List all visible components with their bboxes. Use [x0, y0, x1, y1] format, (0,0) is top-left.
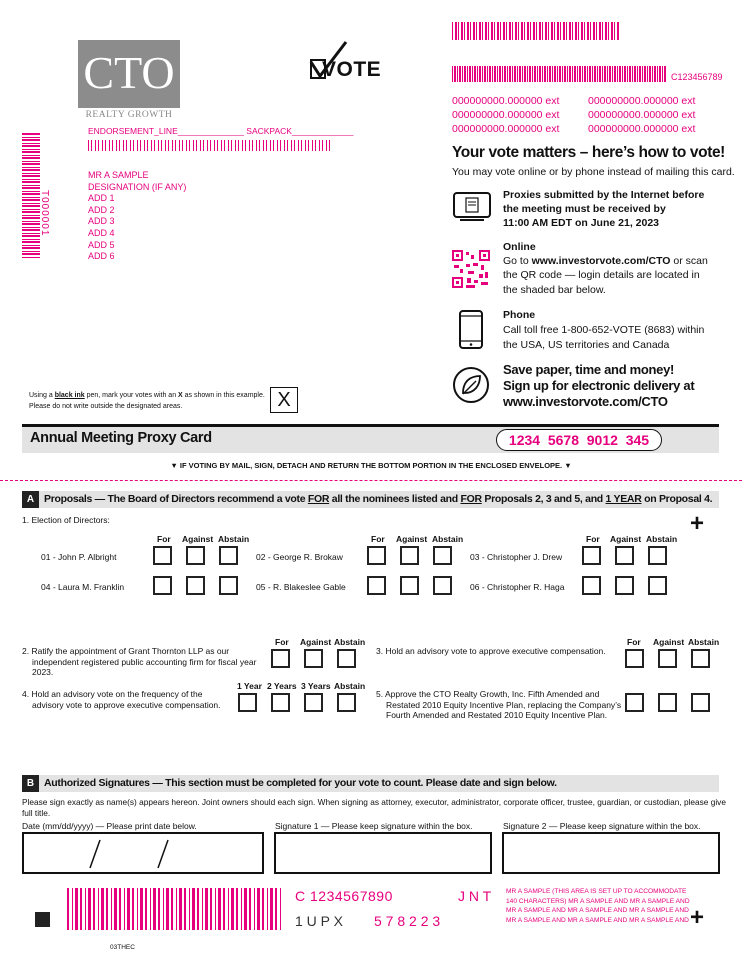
ext-line-3: 000000000.000000 ext [452, 109, 560, 121]
section-b-instructions-line-1: Please sign exactly as name(s) appears hereon. Joint owners should each sign. When signing as attorney, executor, administrator, corporate officer, trustee, guardian, or custodian, please give [22, 797, 726, 807]
pen-instruction [29, 390, 265, 412]
address-line-4: ADD 2 [88, 204, 115, 215]
proposal-5-for-checkbox[interactable] [625, 693, 644, 712]
p4-header-3-years: 3 Years [301, 681, 331, 691]
address-line-8: ADD 6 [88, 251, 115, 262]
col-header-abstain-3: Abstain [646, 534, 678, 544]
col-header-against-3: Against [610, 534, 642, 544]
proposal-4-3-years-checkbox[interactable] [304, 693, 323, 712]
eco-line-2: Sign up for electronic delivery at [503, 378, 695, 393]
proposal-5-line-1: 5. Approve the CTO Realty Growth, Inc. Fifth Amended and [376, 689, 600, 699]
proxy-control-number: 1234 5678 9012 345 [508, 432, 650, 448]
col-header-abstain-1: Abstain [218, 534, 250, 544]
internet-deadline [503, 188, 704, 230]
qr-code-icon [452, 250, 490, 288]
address-line-6: ADD 4 [88, 227, 115, 238]
plus-mark-bottom: + [690, 904, 705, 931]
nominee-05-abstain-checkbox[interactable] [433, 576, 452, 595]
section-a-title-year: 1 YEAR [605, 493, 642, 505]
online-title: Online [503, 241, 536, 253]
p4-header-1-year: 1 Year [237, 681, 262, 691]
nominee-01-against-checkbox[interactable] [186, 546, 205, 565]
p3-header-abstain: Abstain [688, 637, 720, 647]
p2-header-against: Against [300, 637, 332, 647]
nominee-02-against-checkbox[interactable] [400, 546, 419, 565]
p4-header-2-years: 2 Years [267, 681, 297, 691]
vote-matters-subtitle: You may vote online or by phone instead of mailing this card. [452, 166, 735, 178]
example-mark: X [277, 389, 291, 411]
p4-header-abstain: Abstain [334, 681, 366, 691]
nominee-05: 05 - R. Blakeslee Gable [256, 582, 346, 592]
proposal-3-against-checkbox[interactable] [658, 649, 677, 668]
nominee-02-for-checkbox[interactable] [367, 546, 386, 565]
eco-text [503, 362, 694, 410]
proposal-5-abstain-checkbox[interactable] [691, 693, 710, 712]
address-block [88, 170, 186, 263]
signature-1-field[interactable] [274, 832, 492, 874]
eco-line-3[interactable]: www.investorvote.com/CTO [503, 394, 668, 409]
pen-x: X [178, 392, 183, 399]
footer-mr-sample-line-4: MR A SAMPLE AND MR A SAMPLE AND MR A SAMPLE AND [506, 916, 689, 924]
nominee-05-against-checkbox[interactable] [400, 576, 419, 595]
ext-line-6: 000000000.000000 ext [588, 123, 696, 135]
proposal-3-for-checkbox[interactable] [625, 649, 644, 668]
plus-mark-top: + [690, 510, 705, 537]
footer-code-2: 5 7 8 2 2 3 [374, 913, 441, 929]
pen-instruction-line-2: Please do not write outside the designated areas. [29, 403, 183, 410]
proposal-4-2-years-checkbox[interactable] [271, 693, 290, 712]
p3-header-against: Against [653, 637, 685, 647]
top-control-number: C123456789 [671, 72, 723, 82]
signature-2-field[interactable] [502, 832, 720, 874]
section-a-title-post: on Proposal 4. [641, 493, 713, 505]
online-url[interactable]: www.investorvote.com/CTO [531, 255, 671, 267]
section-a-letter-box [22, 491, 39, 508]
detach-line [0, 480, 742, 481]
vote-matters-title: Your vote matters – here’s how to vote! [452, 144, 725, 161]
top-barcode-2 [452, 66, 666, 82]
section-a-title-pre: Proposals — The Board of Directors recommend a vote [44, 493, 308, 505]
footer-marker-square [35, 912, 50, 927]
nominee-01-for-checkbox[interactable] [153, 546, 172, 565]
vote-logo [308, 40, 388, 82]
internet-deadline-line-3: 11:00 AM EDT on June 21, 2023 [503, 217, 660, 229]
address-line-5: ADD 3 [88, 216, 115, 227]
col-header-for-2: For [371, 534, 385, 544]
nominee-06-for-checkbox[interactable] [582, 576, 601, 595]
proposal-2-line-1: 2. Ratify the appointment of Grant Thornton LLP as our [22, 646, 230, 656]
signature-1-label: Signature 1 — Please keep signature within the box. [275, 821, 473, 831]
footer-mr-sample-line-2: 140 CHARACTERS) MR A SAMPLE AND MR A SAMPLE AND [506, 897, 690, 905]
logo-text: CTO [83, 47, 175, 98]
proposal-5-line-3: Fourth Amended and Restated 2010 Equity Incentive Plan. [386, 710, 608, 720]
proposal-5 [376, 689, 621, 721]
phone-text [503, 323, 704, 353]
proposal-4-line-1: 4. Hold an advisory vote on the frequency of the [22, 689, 203, 699]
nominee-04: 04 - Laura M. Franklin [41, 582, 125, 592]
footer-mr-sample-line-3: MR A SAMPLE AND MR A SAMPLE AND MR A SAMPLE AND [506, 907, 689, 914]
arrow-down-icon-left: ▼ [170, 461, 180, 470]
p2-header-abstain: Abstain [334, 637, 366, 647]
footer-mr-sample [506, 887, 690, 925]
nominee-06-against-checkbox[interactable] [615, 576, 634, 595]
section-a-title-for1: FOR [307, 493, 330, 505]
proposal-5-against-checkbox[interactable] [658, 693, 677, 712]
p2-header-for: For [275, 637, 289, 647]
nominee-04-for-checkbox[interactable] [153, 576, 172, 595]
proposal-4-abstain-checkbox[interactable] [337, 693, 356, 712]
address-line-3: ADD 1 [88, 193, 115, 204]
section-a-title-mid: all the nominees listed and [329, 493, 461, 505]
proposal-2-line-3: 2023. [32, 667, 54, 677]
col-header-for-3: For [586, 534, 600, 544]
section-b-letter-box [22, 775, 39, 792]
postal-barcode [88, 140, 330, 151]
section-b-instructions-line-2: full title. [22, 807, 51, 818]
internet-deadline-line-1: Proxies submitted by the Internet before [503, 189, 705, 201]
proxy-card-title: Annual Meeting Proxy Card [30, 430, 212, 446]
eco-line-1: Save paper, time and money! [503, 362, 675, 377]
logo-subtitle: REALTY GROWTH [85, 110, 173, 120]
pen-pre: Using a [29, 392, 55, 399]
col-header-abstain-2: Abstain [432, 534, 464, 544]
detach-note [0, 461, 742, 470]
side-code: T000001 [39, 190, 50, 237]
section-a-title-mid2: Proposals 2, 3 and 5, and [481, 493, 606, 505]
address-line-2: DESIGNATION (IF ANY) [88, 181, 187, 192]
proposal-3: 3. Hold an advisory vote to approve executive compensation. [376, 646, 606, 656]
example-mark-box [270, 387, 298, 413]
footer-code-1: 1 U P X [295, 913, 343, 929]
online-line-1 [503, 255, 708, 267]
online-line-3: the shaded bar below. [503, 284, 606, 296]
online-line-1-post: or scan [670, 255, 708, 267]
proposal-2-line-2: independent registered public accounting firm for fiscal year [32, 656, 257, 667]
footer-mr-sample-line-1: MR A SAMPLE (THIS AREA IS SET UP TO ACCOMMODATE [506, 888, 687, 895]
section-b-letter: B [26, 778, 35, 789]
ext-line-1: 000000000.000000 ext [452, 95, 560, 107]
pen-mid: pen, mark your votes with an [84, 392, 179, 399]
proposal-2-against-checkbox[interactable] [304, 649, 323, 668]
nominee-03-abstain-checkbox[interactable] [648, 546, 667, 565]
nominee-03-for-checkbox[interactable] [582, 546, 601, 565]
section-a-title [44, 493, 712, 505]
proposal-4-line-2: advisory vote to approve executive compensation. [32, 699, 221, 710]
proposal-2-abstain-checkbox[interactable] [337, 649, 356, 668]
proposal-2-for-checkbox[interactable] [271, 649, 290, 668]
nominee-02-abstain-checkbox[interactable] [433, 546, 452, 565]
address-line-7: ADD 5 [88, 239, 115, 250]
nominee-06-abstain-checkbox[interactable] [648, 576, 667, 595]
pen-black-ink: black ink [54, 392, 85, 399]
proposal-3-abstain-checkbox[interactable] [691, 649, 710, 668]
footer-jnt: J N T [458, 888, 492, 904]
nominee-06: 06 - Christopher R. Haga [470, 582, 565, 592]
date-field[interactable] [22, 832, 264, 874]
ext-line-4: 000000000.000000 ext [588, 109, 696, 121]
detach-note-text: IF VOTING BY MAIL, SIGN, DETACH AND RETURN THE BOTTOM PORTION IN THE ENCLOSED ENVELOPE. [179, 461, 563, 470]
nominee-04-abstain-checkbox[interactable] [219, 576, 238, 595]
col-header-against-2: Against [396, 534, 428, 544]
proxy-control-pill [496, 429, 662, 451]
online-line-2: the QR code — login details are located in [503, 269, 700, 281]
pen-post: as shown in this example. [182, 392, 265, 399]
proposal-5-line-2: Restated 2010 Equity Incentive Plan, replacing the Company’s [386, 699, 622, 710]
endorsement-line: ENDORSEMENT_LINE______________ SACKPACK_____________ [88, 126, 354, 136]
cto-logo [78, 40, 180, 108]
nominee-02: 02 - George R. Brokaw [256, 552, 343, 562]
arrow-down-icon-right: ▼ [562, 461, 572, 470]
left-vertical-barcode [22, 132, 40, 258]
phone-icon [458, 310, 484, 350]
proposal-2 [22, 646, 256, 678]
internet-deadline-line-2: the meeting must be received by [503, 203, 666, 215]
date-label: Date (mm/dd/yyyy) — Please print date below. [22, 821, 197, 831]
proposal-4 [22, 689, 221, 710]
col-header-for-1: For [157, 534, 171, 544]
proposal-4-1-year-checkbox[interactable] [238, 693, 257, 712]
nominee-01-abstain-checkbox[interactable] [219, 546, 238, 565]
phone-title: Phone [503, 309, 536, 321]
section-b-instructions [22, 797, 726, 818]
signature-2-label: Signature 2 — Please keep signature within the box. [503, 821, 701, 831]
footer-form-code: 03THEC [110, 944, 135, 951]
section-a-title-for2: FOR [460, 493, 482, 505]
phone-line-1: Call toll free 1-800-652-VOTE (8683) within [503, 324, 705, 336]
col-header-against-1: Against [182, 534, 214, 544]
date-separators [24, 834, 262, 872]
p3-header-for: For [627, 637, 641, 647]
ext-line-2: 000000000.000000 ext [588, 95, 696, 107]
nominee-01: 01 - John P. Albright [41, 552, 117, 562]
computer-icon [452, 192, 492, 222]
footer-control: C 1234567890 [295, 888, 393, 904]
election-label: 1. Election of Directors: [22, 515, 110, 525]
online-line-1-pre: Go to [503, 255, 532, 267]
ext-line-5: 000000000.000000 ext [452, 123, 560, 135]
nominee-04-against-checkbox[interactable] [186, 576, 205, 595]
leaf-icon [452, 366, 490, 404]
phone-line-2: the USA, US territories and Canada [503, 339, 670, 351]
nominee-03: 03 - Christopher J. Drew [470, 552, 563, 562]
pen-instruction-line-1 [29, 390, 265, 401]
nominee-05-for-checkbox[interactable] [367, 576, 386, 595]
section-b-title: Authorized Signatures — This section must be completed for your vote to count. Please date and sign below. [44, 777, 557, 789]
vote-logo-text: VOTE [322, 58, 382, 81]
address-line-1: MR A SAMPLE [88, 170, 149, 180]
nominee-03-against-checkbox[interactable] [615, 546, 634, 565]
footer-barcode [67, 888, 281, 930]
section-a-letter: A [26, 494, 35, 505]
top-barcode-1 [452, 22, 620, 40]
